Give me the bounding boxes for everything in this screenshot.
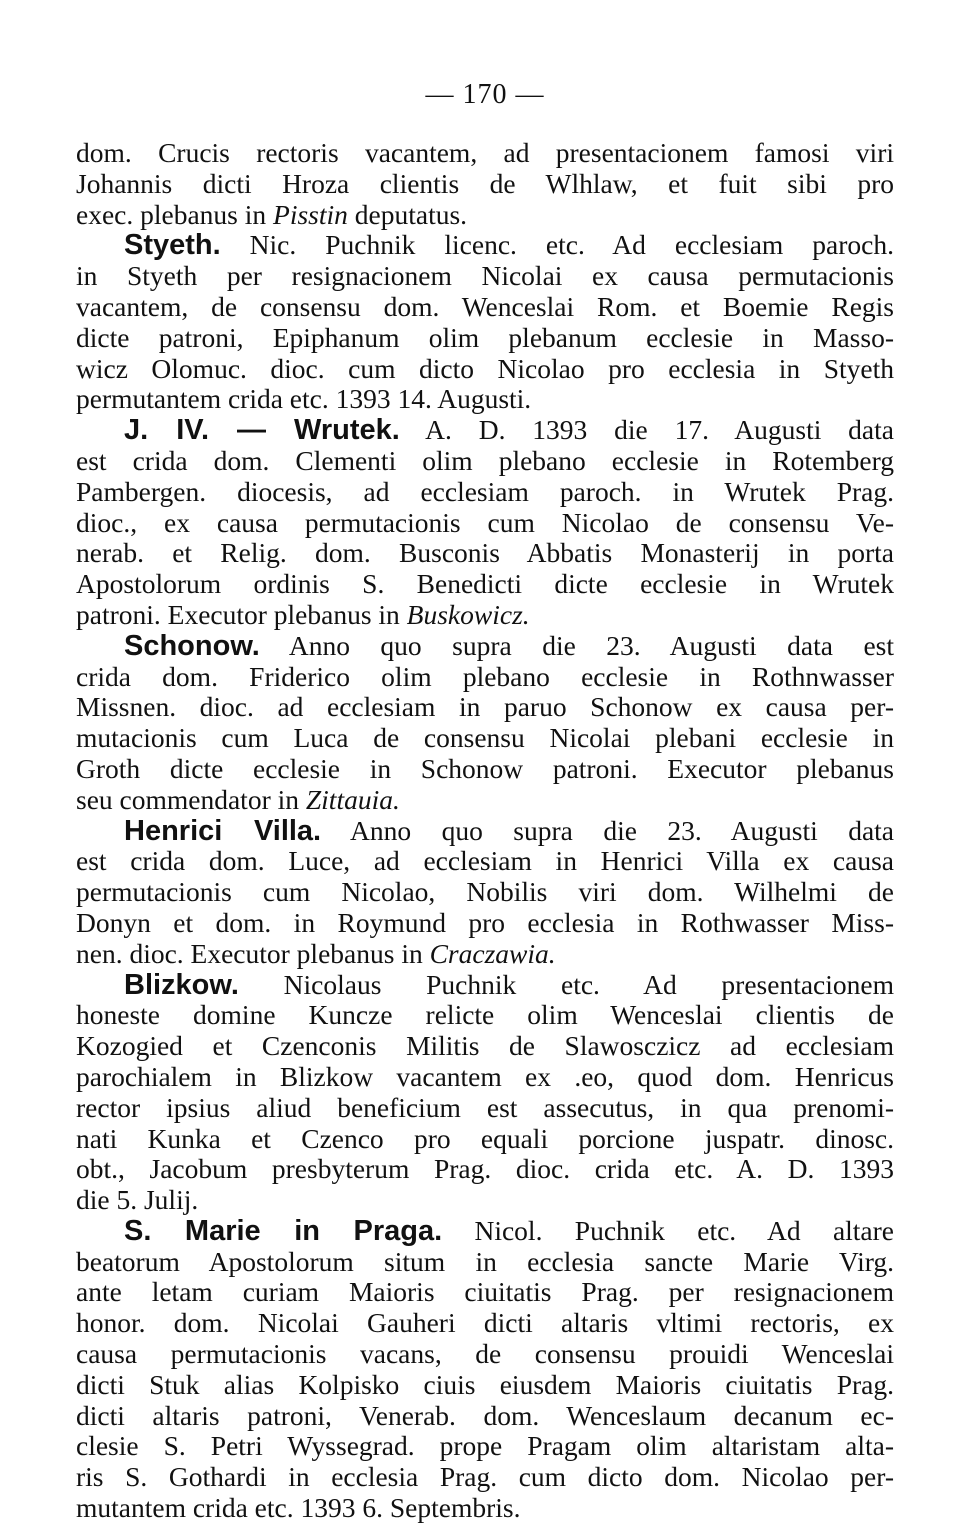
- text-segment: Nic. Puchnik licenc. etc. Ad ecclesiam paroch.: [220, 229, 894, 261]
- text-line: [76, 1247, 894, 1278]
- text-segment: dicti Stuk alias Kolpisko ciuis eiusdem Maioris ciuitatis Prag.: [76, 1368, 894, 1400]
- text-line: [76, 415, 894, 446]
- text-segment: A. D. 1393 die 17. Augusti data: [399, 414, 894, 446]
- entry-heading: Henrici Villa.: [124, 814, 322, 847]
- page-number: — 170 —: [425, 79, 545, 110]
- entry-heading: Styeth.: [124, 229, 221, 262]
- text-segment: seu commendator in: [76, 783, 306, 815]
- text-line: [76, 1031, 894, 1062]
- italic-place-name: Pisstin: [273, 198, 348, 230]
- text-segment: dicte patroni, Epiphanum olim plebanum ecclesie in Masso-: [76, 321, 894, 353]
- text-segment: Apostolorum ordinis S. Benedicti dicte ecclesie in Wrutek: [76, 568, 894, 600]
- text-segment: vacantem, de consensu dom. Wenceslai Rom. et Boemie Regis: [76, 290, 894, 322]
- text-segment: Kozogied et Czenconis Militis de Slawosczicz ad ecclesiam: [76, 1030, 894, 1062]
- text-segment: est crida dom. Clementi olim plebano ecclesie in Rotemberg: [76, 444, 894, 476]
- text-segment: honor. dom. Nicolai Gauheri dicti altaris vltimi rectoris, ex: [76, 1307, 894, 1339]
- text-segment: dom. Crucis rectoris vacantem, ad presentacionem famosi viri: [76, 137, 894, 168]
- text-segment: Anno quo supra die 23. Augusti data est: [259, 629, 894, 661]
- text-segment: ris S. Gothardi in ecclesia Prag. cum dicto dom. Nicolao per-: [76, 1461, 894, 1493]
- text-line: [76, 1493, 894, 1524]
- text-line: [76, 384, 894, 415]
- text-segment: nati Kunka et Czenco pro equali porcione juspatr. dinosc.: [76, 1122, 894, 1154]
- text-line: [76, 354, 894, 385]
- text-line: [76, 569, 894, 600]
- text-segment: deputatus.: [347, 198, 468, 230]
- text-segment: Groth dicte ecclesie in Schonow patroni. Executor plebanus: [76, 752, 894, 784]
- text-line: [76, 1401, 894, 1432]
- text-segment: Donyn et dom. in Roymund pro ecclesia in Rothwasser Miss-: [76, 906, 894, 938]
- text-line: [76, 138, 894, 169]
- text-line: [76, 939, 894, 970]
- text-segment: honeste domine Kuncze relicte olim Wenceslai clientis de: [76, 999, 894, 1031]
- text-line: [76, 692, 894, 723]
- text-segment: Pambergen. diocesis, ad ecclesiam paroch. in Wrutek Prag.: [76, 475, 894, 507]
- text-line: [76, 754, 894, 785]
- text-segment: crida dom. Friderico olim plebano ecclesie in Rothnwasser: [76, 660, 894, 692]
- italic-place-name: Craczawia.: [429, 937, 556, 969]
- text-segment: in Styeth per resignacionem Nicolai ex causa permutacionis: [76, 260, 894, 292]
- text-segment: Missnen. dioc. ad ecclesiam in paruo Schonow ex causa per-: [76, 691, 894, 723]
- text-line: [76, 1339, 894, 1370]
- entry-heading: J. IV. — Wrutek.: [124, 414, 400, 447]
- text-line: [76, 446, 894, 477]
- text-line: [76, 877, 894, 908]
- text-line: [76, 1308, 894, 1339]
- text-line: [76, 1431, 894, 1462]
- text-line: [76, 230, 894, 261]
- text-segment: rector ipsius aliud beneficium est assecutus, in qua prenomi-: [76, 1091, 894, 1123]
- text-line: [76, 631, 894, 662]
- italic-place-name: Zittauia.: [305, 783, 400, 815]
- text-line: [76, 1000, 894, 1031]
- text-segment: Johannis dicti Hroza clientis de Wlhlaw, et fuit sibi pro: [76, 167, 894, 199]
- text-segment: nerab. et Relig. dom. Busconis Abbatis Monasterij in porta: [76, 537, 894, 569]
- text-line: [76, 1277, 894, 1308]
- text-segment: beatorum Apostolorum situm in ecclesia sancte Marie Virg.: [76, 1245, 894, 1277]
- text-segment: Nicol. Puchnik etc. Ad altare: [442, 1214, 894, 1246]
- text-line: [76, 200, 894, 231]
- italic-place-name: Buskowicz.: [406, 598, 530, 630]
- text-line: [76, 1062, 894, 1093]
- text-segment: Anno quo supra die 23. Augusti data: [321, 814, 894, 846]
- text-segment: nen. dioc. Executor plebanus in: [76, 937, 430, 969]
- text-line: [76, 169, 894, 200]
- text-line: [76, 1185, 894, 1216]
- text-line: [76, 816, 894, 847]
- text-segment: patroni. Executor plebanus in: [76, 598, 407, 630]
- text-segment: clesie S. Petri Wyssegrad. prope Pragam olim altaristam alta-: [76, 1430, 894, 1462]
- text-line: [76, 538, 894, 569]
- text-segment: dicti altaris patroni, Venerab. dom. Wenceslaum decanum ec-: [76, 1399, 894, 1431]
- entry-heading: S. Marie in Praga.: [124, 1214, 443, 1247]
- text-line: [76, 970, 894, 1001]
- text-segment: ante letam curiam Maioris ciuitatis Prag. per resignacionem: [76, 1276, 894, 1308]
- document-page: [76, 78, 894, 1524]
- text-line: [76, 477, 894, 508]
- text-line: [76, 1154, 894, 1185]
- text-line: [76, 1462, 894, 1493]
- text-segment: Nicolaus Puchnik etc. Ad presentacionem: [238, 968, 894, 1000]
- text-line: [76, 1216, 894, 1247]
- text-segment: est crida dom. Luce, ad ecclesiam in Henrici Villa ex causa: [76, 845, 894, 877]
- text-line: [76, 292, 894, 323]
- text-line: [76, 1370, 894, 1401]
- body-text: [76, 138, 894, 1524]
- text-line: [76, 662, 894, 693]
- text-line: [76, 723, 894, 754]
- text-line: [76, 1093, 894, 1124]
- text-line: [76, 508, 894, 539]
- text-line: [76, 1124, 894, 1155]
- text-line: [76, 785, 894, 816]
- entry-heading: Schonow.: [124, 629, 260, 662]
- text-segment: parochialem in Blizkow vacantem ex .eo, quod dom. Henricus: [76, 1060, 894, 1092]
- text-line: [76, 908, 894, 939]
- text-line: [76, 846, 894, 877]
- entry-heading: Blizkow.: [124, 968, 239, 1001]
- text-segment: obt., Jacobum presbyterum Prag. dioc. crida etc. A. D. 1393: [76, 1153, 894, 1185]
- text-segment: mutacionis cum Luca de consensu Nicolai plebani ecclesie in: [76, 722, 894, 754]
- text-line: [76, 261, 894, 292]
- text-segment: causa permutacionis vacans, de consensu prouidi Wenceslai: [76, 1338, 894, 1370]
- text-segment: mutantem crida etc. 1393 6. Septembris.: [76, 1492, 521, 1524]
- text-line: [76, 600, 894, 631]
- text-segment: permutantem crida etc. 1393 14. Augusti.: [76, 383, 532, 415]
- text-line: [76, 323, 894, 354]
- text-segment: dioc., ex causa permutacionis cum Nicolao de consensu Ve-: [76, 506, 894, 538]
- text-segment: permutacionis cum Nicolao, Nobilis viri dom. Wilhelmi de: [76, 876, 894, 908]
- text-segment: die 5. Julij.: [76, 1184, 199, 1216]
- text-segment: exec. plebanus in: [76, 198, 274, 230]
- text-segment: wicz Olomuc. dioc. cum dicto Nicolao pro ecclesia in Styeth: [76, 352, 894, 384]
